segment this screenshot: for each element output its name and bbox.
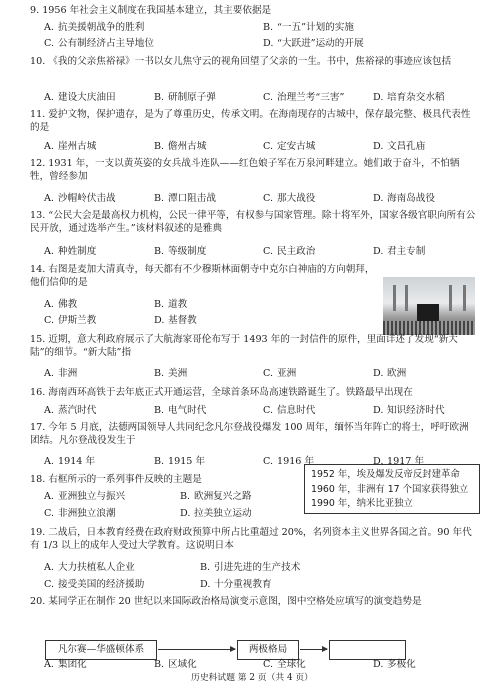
option-d[interactable]: D. 君主专制 xyxy=(373,246,426,257)
option-d[interactable]: D. 培育杂交水稻 xyxy=(373,92,445,103)
question-20-stem: 20. 某同学正在制作 20 世纪以来国际政治格局演变示意图，图中空格处应填写的演变趋势是 xyxy=(30,596,422,607)
question-9-stem: 9. 1956 年社会主义制度在我国基本建立，其主要依据是 xyxy=(30,5,272,16)
option-c[interactable]: C. 1916 年 xyxy=(263,456,315,467)
option-c[interactable]: C. 信息时代 xyxy=(263,405,316,416)
question-12-stem: 12. 1931 年，一支以黄英姿的女兵战斗连队——红色娘子军在万泉河畔建立。她们敢于奋斗，不怕牺牲，曾经参加 xyxy=(30,158,460,182)
page-footer: 历史科试题 第 2 页（共 4 页） xyxy=(191,673,313,683)
option-a[interactable]: A. 非洲 xyxy=(44,368,78,379)
option-b[interactable]: B. 欧洲复兴之路 xyxy=(180,491,252,502)
option-a[interactable]: A. 蒸汽时代 xyxy=(44,405,97,416)
option-b[interactable]: B. 研制原子弹 xyxy=(154,92,216,103)
option-a[interactable]: A. 1914 年 xyxy=(44,456,96,467)
question-16-stem: 16. 海南西环高铁于去年底正式开通运营，全球首条环岛高速铁路诞生了。铁路最早出现在 xyxy=(30,387,413,398)
question-12 xyxy=(30,157,478,183)
option-a[interactable]: A. 沙帽岭伏击战 xyxy=(44,193,116,204)
option-b[interactable]: B. 引进先进的生产技术 xyxy=(200,562,301,573)
option-b[interactable]: B. 等级制度 xyxy=(154,246,207,257)
option-c[interactable]: C. 定安古城 xyxy=(263,141,316,152)
question-17-stem: 17. 今年 5 月底，法德两国领导人共同纪念凡尔登战役爆发 100 周年，缅怀当年阵亡的将士，呼吁欧洲团结。凡尔登战役发生于 xyxy=(30,422,469,446)
option-d[interactable]: D. 海南岛战役 xyxy=(373,193,435,204)
question-13-stem: 13. “公民大会是最高权力机构，公民一律平等，有权参与国家管理。除十将军外，国家各级官职向所有公民开放，通过选举产生。”该材料叙述的是雅典 xyxy=(30,210,476,234)
option-a[interactable]: A. 集团化 xyxy=(44,659,87,670)
mecca-mosque-photo xyxy=(383,277,475,335)
question-14-stem: 14. 右图是麦加大清真寺，每天都有不少穆斯林面朝寺中克尔白神庙的方向朝拜，他们信仰的是 xyxy=(30,264,375,288)
option-a[interactable]: A. 抗美援朝战争的胜利 xyxy=(44,22,145,33)
flow-box-bipolar: 两极格局 xyxy=(237,640,299,660)
option-b[interactable]: B. 1915 年 xyxy=(154,456,206,467)
question-15-stem: 15. 近期，意大利政府展示了大航海家哥伦布写于 1493 年的一封信件的原件，里面详述了发现“新大陆”的细节。“新大陆”指 xyxy=(30,334,458,358)
option-d[interactable]: D. 1917 年 xyxy=(373,456,425,467)
option-b[interactable]: B. 区域化 xyxy=(154,659,197,670)
option-c[interactable]: C. 公有制经济占主导地位 xyxy=(44,38,154,49)
option-a[interactable]: A. 大力扶植私人企业 xyxy=(44,562,135,573)
option-d[interactable]: D. 知识经济时代 xyxy=(373,405,445,416)
question-16 xyxy=(30,386,478,399)
question-17 xyxy=(30,421,478,447)
option-c[interactable]: C. 非洲独立浪潮 xyxy=(44,508,116,519)
question-20 xyxy=(30,595,478,608)
option-b[interactable]: B. 潭口阻击战 xyxy=(154,193,216,204)
option-c[interactable]: C. 治理兰考“三害” xyxy=(263,92,345,103)
events-box xyxy=(304,464,480,514)
event-1960: 1960 年，非洲有 17 个国家获得独立 xyxy=(311,483,469,495)
option-c[interactable]: C. 全球化 xyxy=(263,659,306,670)
question-11-stem: 11. 爱护文物，保护遗存，是为了尊重历史，传承文明。在海南现存的古城中，保存最完整、极具代表性的是 xyxy=(30,109,471,133)
question-9 xyxy=(30,4,478,17)
option-c[interactable]: C. 接受美国的经济援助 xyxy=(44,579,145,590)
question-14 xyxy=(30,263,375,289)
arrow-icon xyxy=(158,649,235,650)
question-10 xyxy=(30,55,478,68)
option-a[interactable]: A. 建设大庆油田 xyxy=(44,92,116,103)
event-1952: 1952 年，埃及爆发反帝反封建革命 xyxy=(311,469,460,480)
question-18 xyxy=(30,473,300,486)
question-13 xyxy=(30,209,478,235)
question-15 xyxy=(30,333,478,359)
option-d[interactable]: D. 拉美独立运动 xyxy=(180,508,252,519)
arrow-icon xyxy=(300,649,327,650)
question-18-stem: 18. 右框所示的一系列事件反映的主题是 xyxy=(30,474,202,485)
option-d[interactable]: D. 多极化 xyxy=(373,659,416,670)
flow-box-versailles: 凡尔赛—华盛顿体系 xyxy=(45,640,157,660)
option-c[interactable]: C. 亚洲 xyxy=(263,368,297,379)
question-19-stem: 19. 二战后，日本教育经费在政府财政预算中所占比重超过 20%，名列资本主义世界各国之首。90 年代有 1/3 以上的成年人受过大学教育。这说明日本 xyxy=(30,527,472,551)
option-b[interactable]: B. 电气时代 xyxy=(154,405,207,416)
option-d[interactable]: D. 文昌孔庙 xyxy=(373,141,426,152)
option-b[interactable]: B. “一五”计划的实施 xyxy=(263,22,354,33)
option-d[interactable]: D. 十分重视教育 xyxy=(200,579,272,590)
option-b[interactable]: B. 道教 xyxy=(154,299,188,310)
event-1990: 1990 年，纳米比亚独立 xyxy=(311,498,413,509)
option-a[interactable]: A. 亚洲独立与振兴 xyxy=(44,491,126,502)
flow-box-blank xyxy=(329,640,406,660)
question-11 xyxy=(30,108,478,134)
option-c[interactable]: C. 伊斯兰教 xyxy=(44,315,97,326)
question-10-stem: 10. 《我的父亲焦裕禄》一书以女儿焦守云的视角回望了父亲的一生。书中，焦裕禄的事迹应该包括 xyxy=(30,56,452,67)
option-d[interactable]: D. “大跃进”运动的开展 xyxy=(263,38,364,49)
option-a[interactable]: A. 种姓制度 xyxy=(44,246,97,257)
question-19 xyxy=(30,526,478,552)
option-a[interactable]: A. 佛教 xyxy=(44,299,78,310)
option-b[interactable]: B. 儋州古城 xyxy=(154,141,207,152)
option-a[interactable]: A. 崖州古城 xyxy=(44,141,97,152)
option-c[interactable]: C. 民主政治 xyxy=(263,246,316,257)
option-b[interactable]: B. 美洲 xyxy=(154,368,188,379)
option-d[interactable]: D. 欧洲 xyxy=(373,368,407,379)
option-d[interactable]: D. 基督教 xyxy=(154,315,197,326)
option-c[interactable]: C. 那大战役 xyxy=(263,193,316,204)
